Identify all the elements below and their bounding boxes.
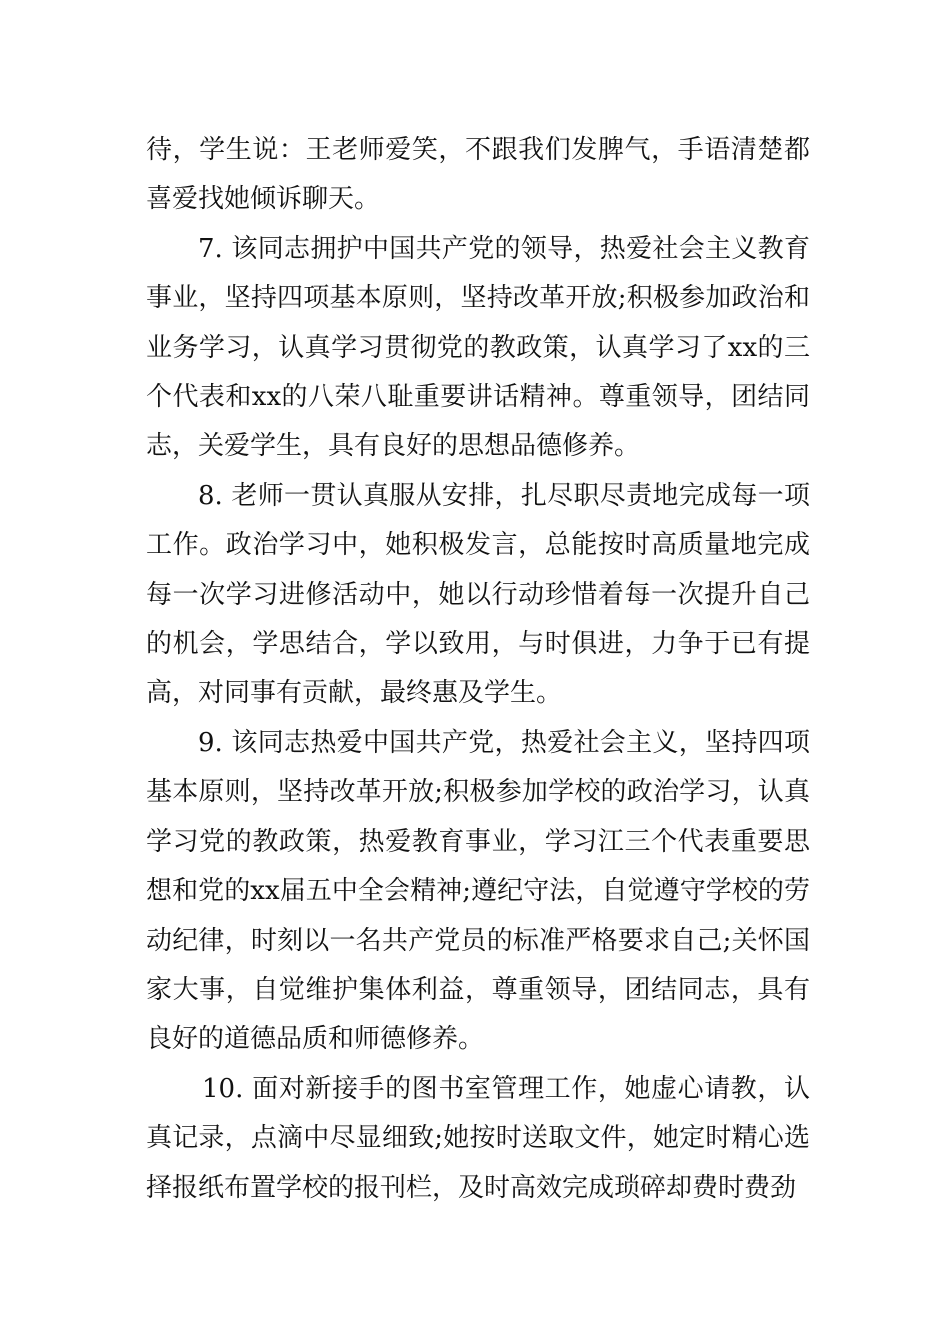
paragraph-continuation: 待，学生说：王老师爱笑，不跟我们发脾气，手语清楚都喜爱找她倾诉聊天。 — [146, 135, 810, 215]
document-body — [146, 126, 810, 1213]
paragraph-item-9: 9. 该同志热爱中国共产党，热爱社会主义，坚持四项基本原则，坚持改革开放;积极参加学校的政治学习，认真学习党的教政策，热爱教育事业，学习江三个代表重要思想和党的xx届五中全会精神;遵纪守法，自觉遵守学校的劳动纪律，时刻以一名共产党员的标准严格要求自己;关怀国家大事，自觉维护集体利益，尊重领导，团结同志，具有良好的道德品质和师德修养。 — [146, 727, 810, 1055]
paragraph-item-7: 7. 该同志拥护中国共产党的领导，热爱社会主义教育事业，坚持四项基本原则，坚持改革开放;积极参加政治和业务学习，认真学习贯彻党的教政策，认真学习了xx的三个代表和xx的八荣八耻重要讲话精神。尊重领导，团结同志，关爱学生，具有良好的思想品德修养。 — [146, 233, 810, 462]
paragraph-item-10: 10. 面对新接手的图书室管理工作，她虚心请教，认真记录，点滴中尽显细致;她按时送取文件，她定时精心选择报纸布置学校的报刊栏，及时高效完成琐碎却费时费劲 — [146, 1073, 810, 1203]
paragraph-item-8: 8. 老师一贯认真服从安排，扎尽职尽责地完成每一项工作。政治学习中，她积极发言，总能按时高质量地完成每一次学习进修活动中，她以行动珍惜着每一次提升自己的机会，学思结合，学以致用，与时俱进，力争于已有提高，对同事有贡献，最终惠及学生。 — [146, 480, 810, 709]
